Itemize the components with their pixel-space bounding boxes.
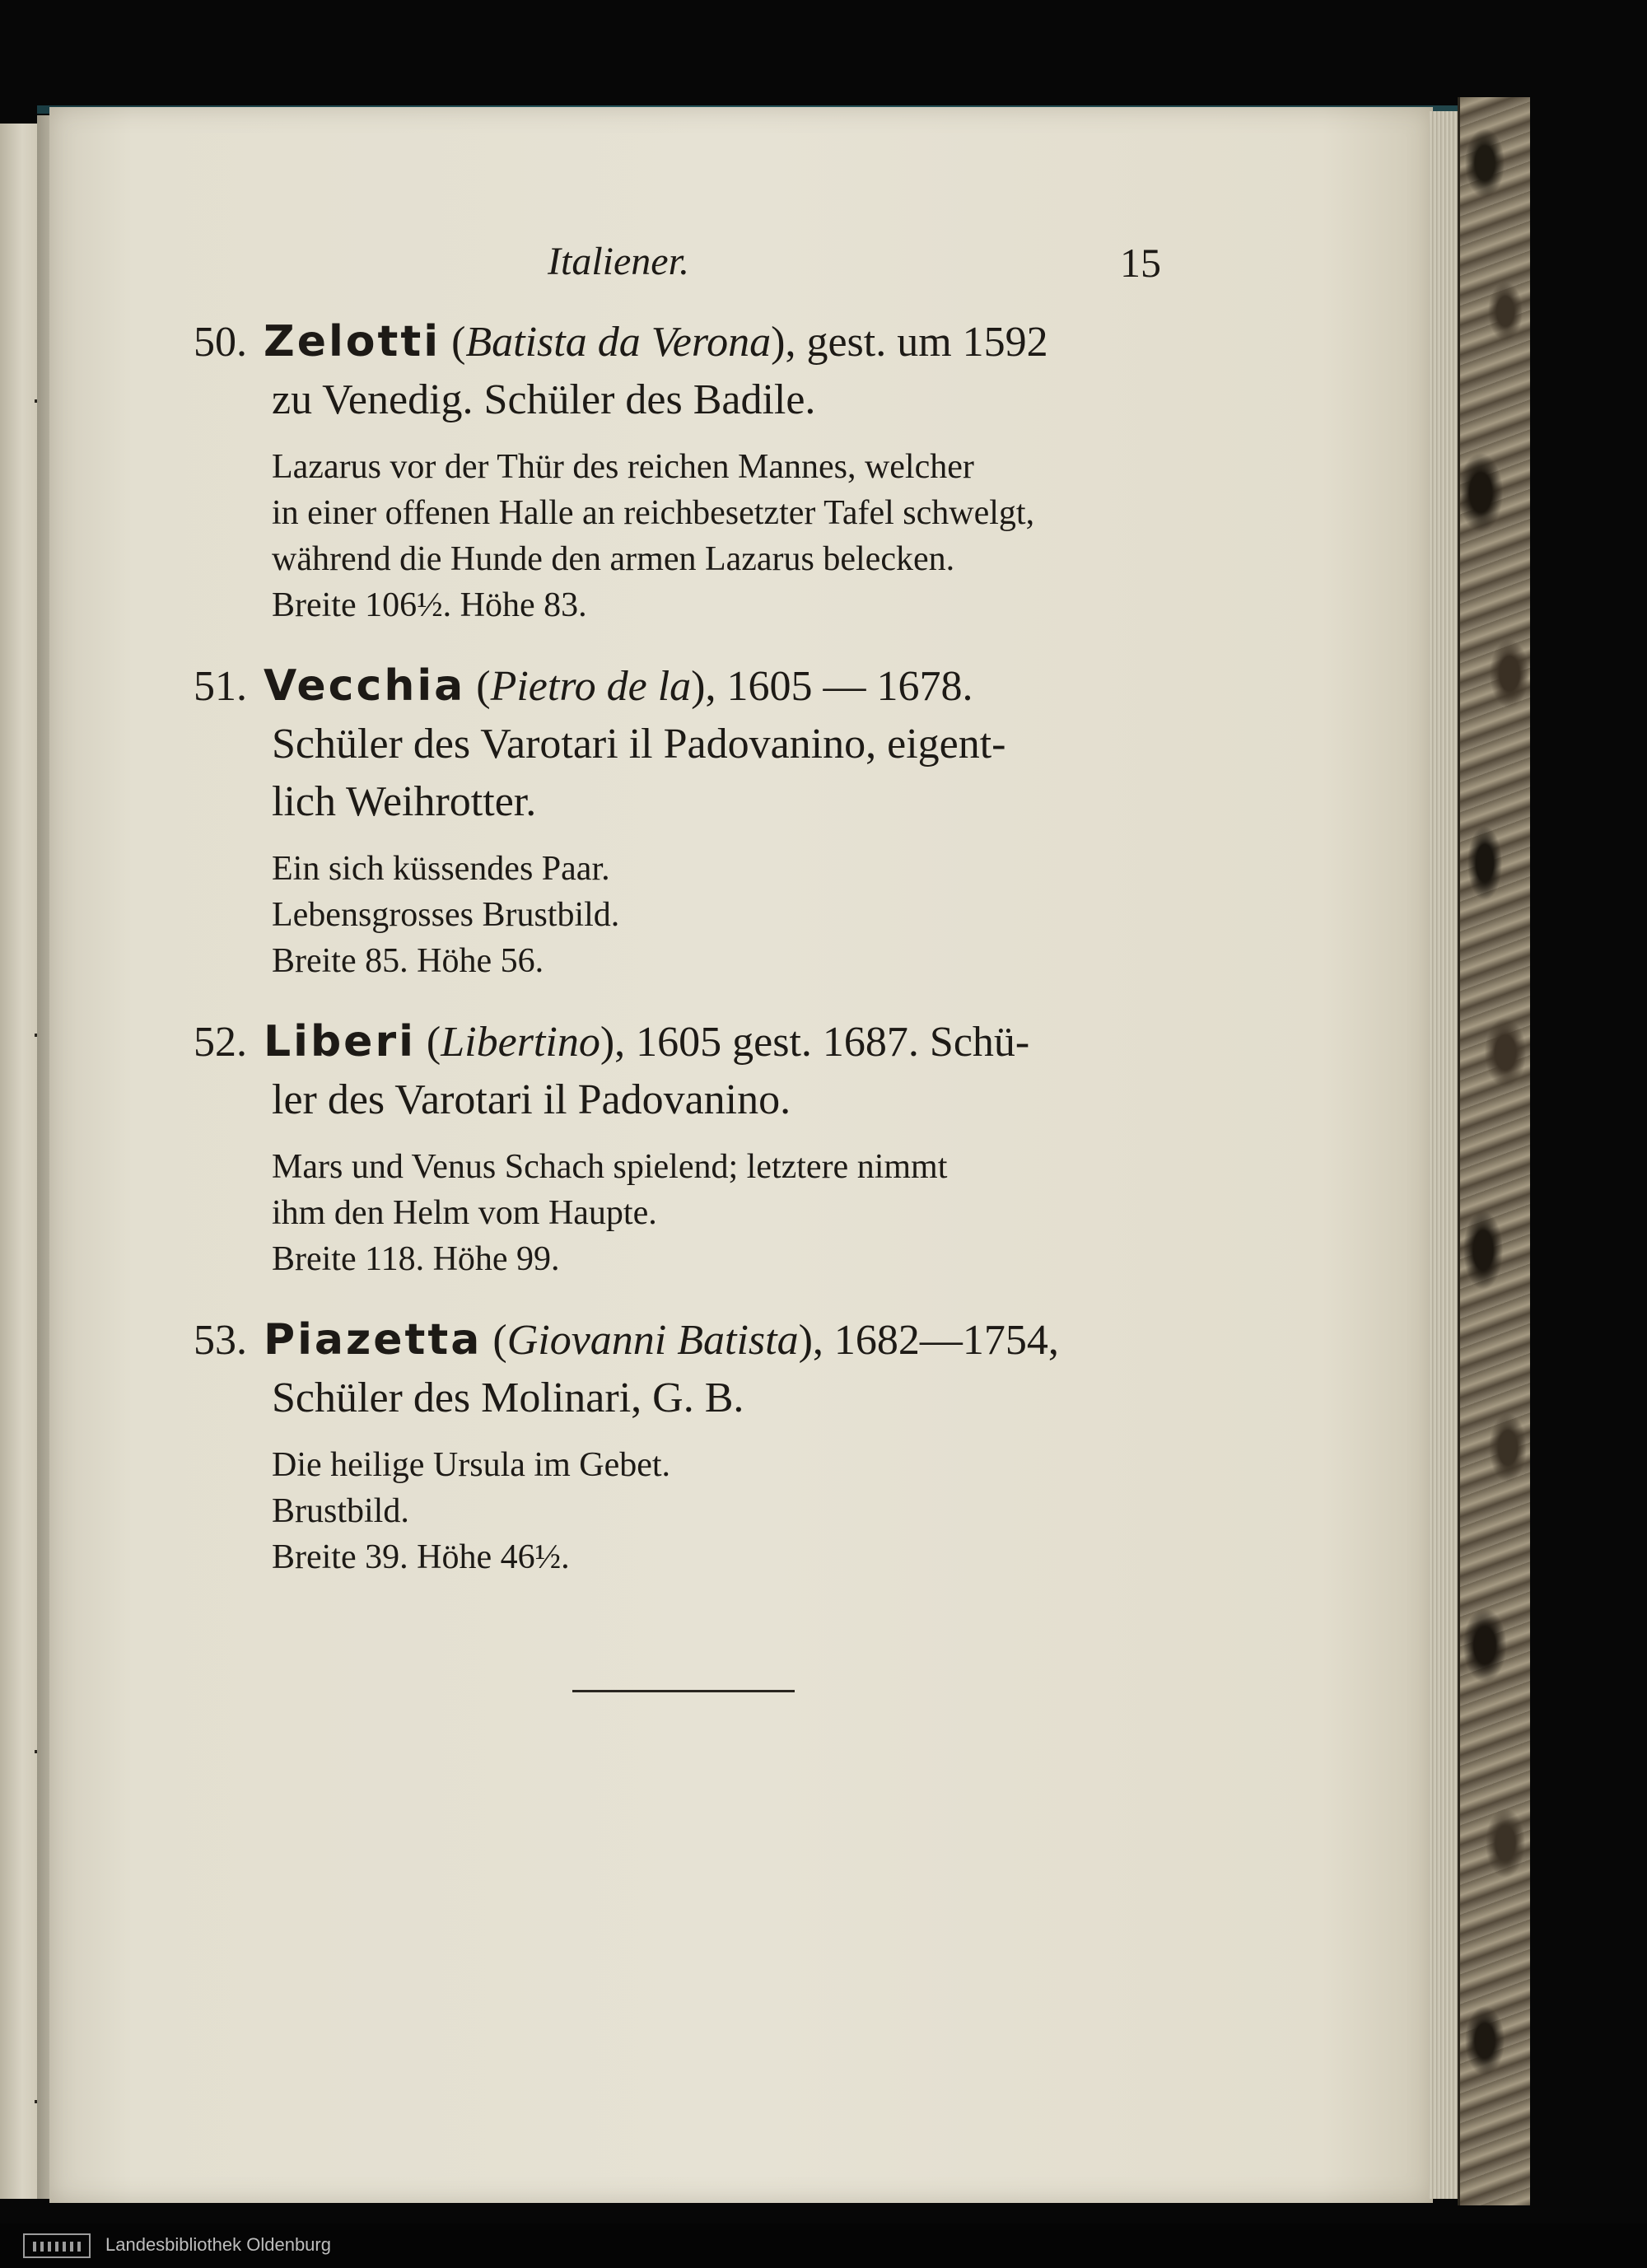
page-header xyxy=(194,231,1161,296)
painting-dimensions: Breite 85. Höhe 56. xyxy=(272,942,544,980)
painting-dimensions: Breite 118. Höhe 99. xyxy=(272,1240,560,1278)
library-credit: Landesbibliothek Oldenburg xyxy=(105,2234,331,2255)
entry-heading-line: Schüler des Molinari, G. B. xyxy=(272,1374,744,1421)
painting-description: Mars und Venus Schach spielend; letztere nimmt ihm den Helm vom Haupte. Breite 118. Höhe 99. xyxy=(194,1144,1161,1282)
closing-rule xyxy=(572,1690,795,1692)
text-block xyxy=(194,231,1161,1580)
entry-heading: 53. Piazetta (Giovanni Batista), 1682—1754, xyxy=(194,1311,1161,1370)
catalog-entry-51 xyxy=(194,657,1161,984)
catalog-entry-50 xyxy=(194,313,1161,628)
entry-heading-line: lich Weihrotter. xyxy=(272,778,537,825)
entry-heading-line: ler des Varotari il Padovanino. xyxy=(272,1076,791,1123)
painting-description: Ein sich küssendes Paar. Lebensgrosses Brustbild. Breite 85. Höhe 56. xyxy=(194,846,1161,984)
artist-alias: Giovanni Batista xyxy=(506,1317,799,1364)
painting-dimensions: Breite 106½. Höhe 83. xyxy=(272,586,587,624)
artist-dates: ), gest. um 1592 xyxy=(771,319,1048,366)
entry-number: 52. xyxy=(194,1019,247,1066)
entry-heading: 51. Vecchia (Pietro de la), 1605 — 1678. xyxy=(194,657,1161,716)
entry-number: 50. xyxy=(194,319,247,366)
artist-alias: Batista da Verona xyxy=(465,319,772,366)
artist-dates: ), 1605 gest. 1687. Schü- xyxy=(600,1019,1030,1066)
artist-dates: ), 1605 — 1678. xyxy=(691,663,973,710)
catalog-entry-52 xyxy=(194,1013,1161,1282)
artist-name: Vecchia xyxy=(264,661,466,711)
entry-heading: 50. Zelotti (Batista da Verona), gest. um 1592 xyxy=(194,313,1161,371)
painting-dimensions: Breite 39. Höhe 46½. xyxy=(272,1538,570,1576)
artist-name: Zelotti xyxy=(264,317,441,366)
left-page-edge xyxy=(0,124,39,2199)
entry-number: 53. xyxy=(194,1317,247,1364)
page-number: 15 xyxy=(1120,240,1161,286)
artist-alias: Libertino xyxy=(441,1019,600,1066)
artist-name: Liberi xyxy=(264,1017,416,1066)
artist-name: Piazetta xyxy=(264,1315,483,1365)
library-logo-icon xyxy=(23,2233,91,2258)
marbled-cover-edge xyxy=(1458,97,1530,2205)
entry-heading-line: Schüler des Varotari il Padovanino, eigent- xyxy=(272,721,1006,768)
entry-heading-line: zu Venedig. Schüler des Badile. xyxy=(272,376,816,423)
running-title: Italiener. xyxy=(548,240,689,283)
painting-description: Lazarus vor der Thür des reichen Mannes, welcher in einer offenen Halle an reichbesetzter Tafel schwelgt, während die Hunde den armen Lazarus belecken. Breite 106½. Höhe 83. xyxy=(194,444,1161,628)
painting-description: Die heilige Ursula im Gebet. Brustbild. Breite 39. Höhe 46½. xyxy=(194,1442,1161,1580)
artist-alias: Pietro de la xyxy=(490,663,692,710)
artist-dates: ), 1682—1754, xyxy=(798,1317,1059,1364)
entry-heading: 52. Liberi (Libertino), 1605 gest. 1687. Schü- xyxy=(194,1013,1161,1071)
catalog-entry-53 xyxy=(194,1311,1161,1580)
entry-number: 51. xyxy=(194,663,247,710)
